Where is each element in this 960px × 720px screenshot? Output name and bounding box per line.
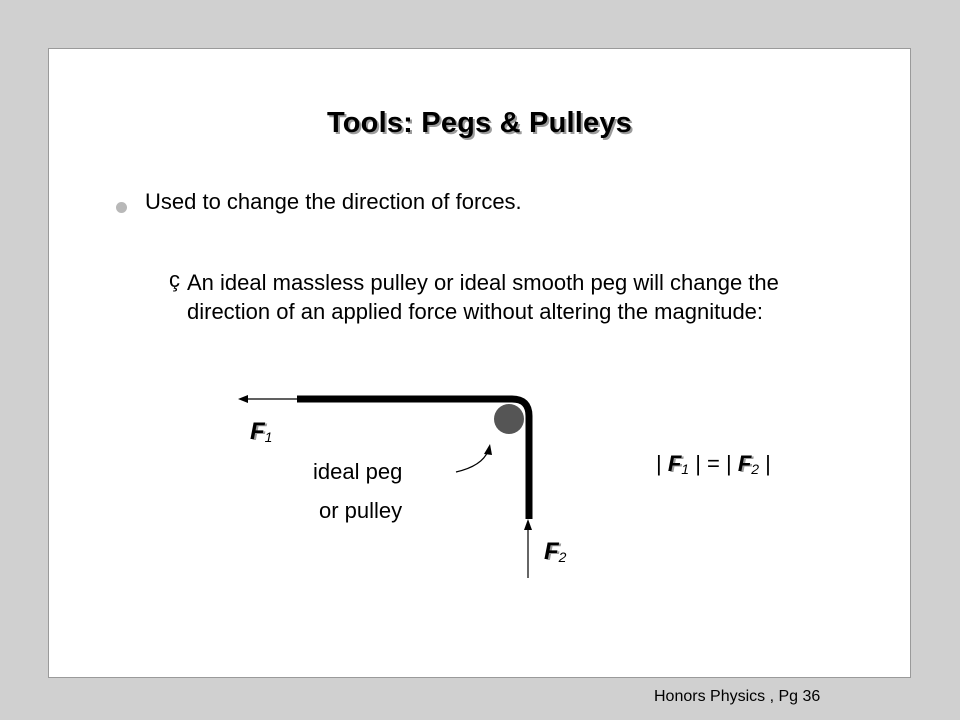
eq-f2-subscript: 2 (751, 461, 760, 477)
f1-subscript: 1 (264, 429, 273, 445)
f2-letter: F (544, 538, 559, 565)
force-f1-label (250, 418, 272, 446)
sub-bullet-marker-icon: ç (169, 267, 180, 292)
sub-bullet-text: An ideal massless pulley or ideal smooth peg will change the direction of an applied force without altering the magnitude: (187, 270, 779, 324)
f1-arrow-head (238, 395, 248, 403)
force-f2-label (544, 538, 566, 566)
eq-middle: | = | (689, 451, 738, 476)
eq-bar-open: | (656, 451, 668, 476)
eq-bar-close: | (759, 451, 771, 476)
peg-pointer-line (456, 451, 488, 472)
peg-label-line2: or pulley (319, 498, 403, 523)
f2-arrow-head (524, 519, 532, 530)
eq-f1-subscript: 1 (681, 461, 690, 477)
slide-title: Tools: Pegs & Pulleys (326, 107, 633, 139)
f2-subscript: 2 (558, 549, 567, 565)
bullet-text: Used to change the direction of forces. (145, 189, 522, 214)
peg-circle (494, 404, 524, 434)
eq-f2-letter: F (737, 451, 752, 476)
eq-f1-letter: F (667, 451, 682, 476)
f1-letter: F (250, 418, 265, 445)
peg-label-line1: ideal peg (313, 459, 403, 484)
peg-pointer-head (484, 444, 492, 455)
magnitude-equation (656, 451, 771, 477)
footer-page-label: Honors Physics , Pg 36 (654, 688, 821, 705)
